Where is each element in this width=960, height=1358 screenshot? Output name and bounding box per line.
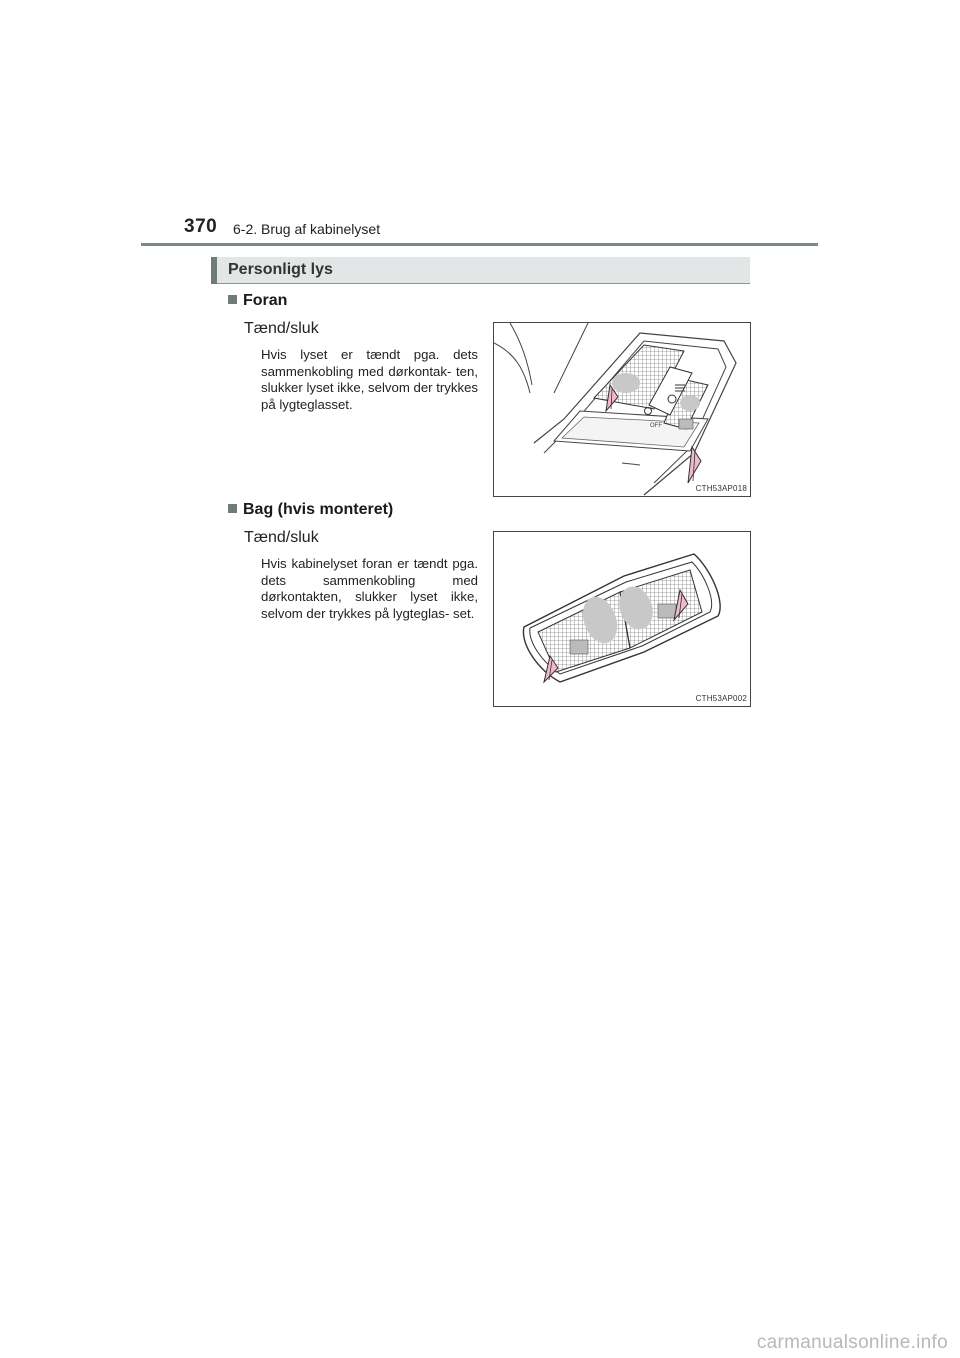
header-rule	[141, 243, 818, 246]
breadcrumb: 6-2. Brug af kabinelyset	[233, 221, 381, 237]
figure-code-rear: CTH53AP002	[695, 694, 747, 703]
section-bar	[211, 257, 750, 284]
off-label: OFF	[650, 423, 662, 429]
note-rear: Hvis kabinelyset foran er tændt pga. dets sammenkobling med dørkontakten, slukker lyset ikke, selvom der trykkes på lygteglas- set.	[261, 556, 478, 621]
action-label-front: Tænd/sluk	[244, 320, 319, 337]
sub-heading-rear-text: Bag (hvis monteret)	[243, 501, 394, 518]
sub-heading-front	[228, 292, 287, 310]
front-overhead-console-illustration	[494, 323, 750, 496]
action-label-rear: Tænd/sluk	[244, 529, 319, 546]
page-number: 370	[184, 216, 218, 237]
note-front: Hvis lyset er tændt pga. dets sammenkobling med dørkontak- ten, slukker lyset ikke, selvom der trykkes på lygteglasset.	[261, 347, 478, 412]
figure-code-front: CTH53AP018	[695, 484, 747, 493]
section-title: Personligt lys	[228, 261, 333, 278]
figure-front	[493, 322, 751, 497]
sub-heading-rear	[228, 501, 393, 519]
sub-heading-front-text: Foran	[243, 292, 288, 309]
square-bullet-icon	[228, 295, 237, 304]
rear-dome-light-illustration	[494, 532, 750, 706]
figure-rear	[493, 531, 751, 707]
section-accent	[211, 257, 217, 284]
watermark: carmanualsonline.info	[756, 1332, 948, 1353]
square-bullet-icon	[228, 504, 237, 513]
